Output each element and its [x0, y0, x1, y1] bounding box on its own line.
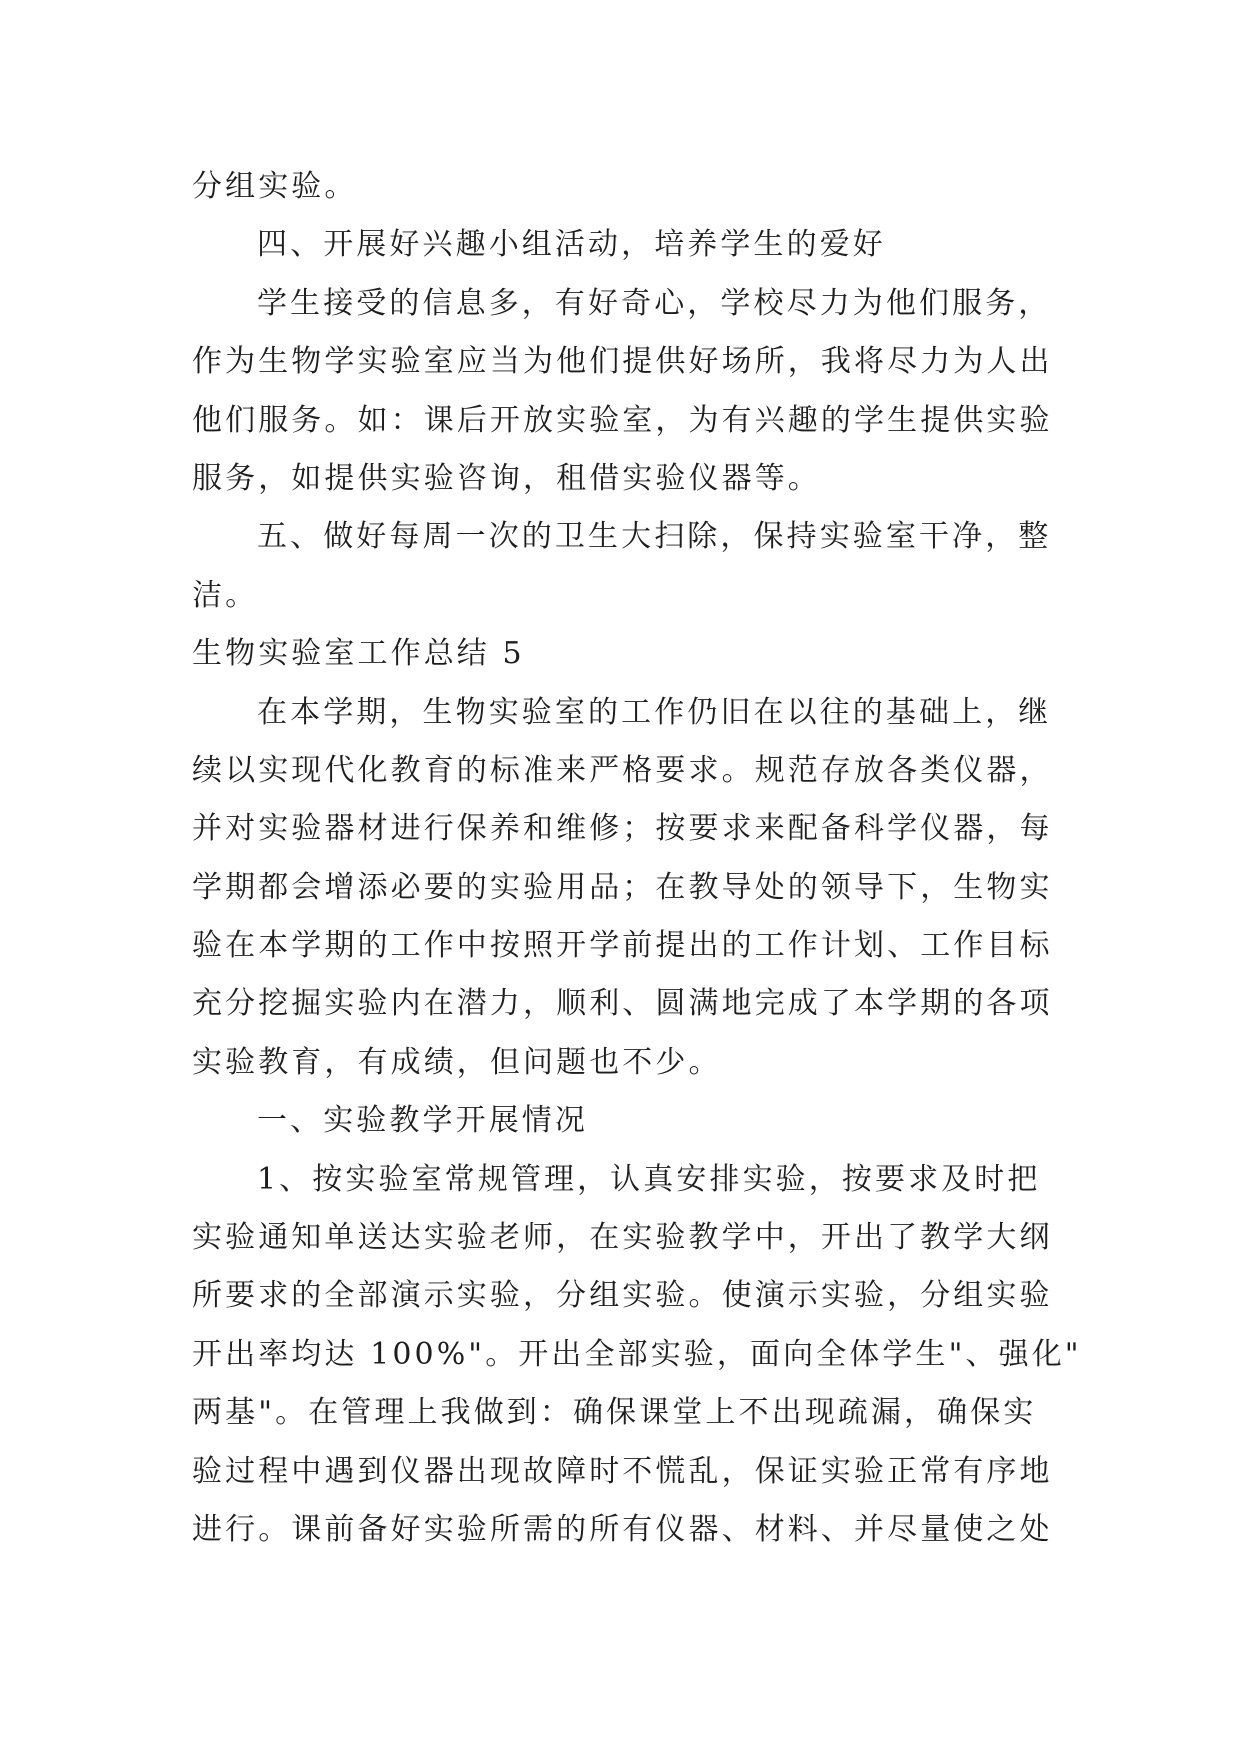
text-line: 进行。课前备好实验所需的所有仪器、材料、并尽量使之处: [192, 1511, 1053, 1547]
text-line: 所要求的全部演示实验，分组实验。使演示实验，分组实验: [192, 1278, 1053, 1314]
text-line: 并对实验器材进行保养和维修；按要求来配备科学仪器，每: [192, 811, 1053, 847]
text-line: 充分挖掘实验内在潜力，顺利、圆满地完成了本学期的各项: [192, 986, 1053, 1022]
section-heading: 四、开展好兴趣小组活动，培养学生的爱好: [257, 227, 886, 263]
text-line: 开出率均达 100%"。开出全部实验，面向全体学生"、强化": [192, 1336, 1082, 1372]
text-line: 实验通知单送达实验老师，在实验教学中，开出了教学大纲: [192, 1220, 1053, 1256]
paragraph-line: 1、按实验室常规管理，认真安排实验，按要求及时把: [257, 1161, 1041, 1197]
document-title: 生物实验室工作总结 5: [192, 636, 525, 672]
paragraph-line: 在本学期，生物实验室的工作仍旧在以往的基础上，继: [257, 694, 1052, 730]
section-heading: 一、实验教学开展情况: [257, 1103, 588, 1139]
text-line: 洁。: [192, 577, 259, 613]
text-line: 实验教育，有成绩，但问题也不少。: [192, 1044, 722, 1080]
document-body: [192, 158, 1082, 1559]
text-line: 续以实现代化教育的标准来严格要求。规范存放各类仪器，: [192, 752, 1053, 788]
text-line: 两基"。在管理上我做到：确保课堂上不出现疏漏，确保实: [192, 1395, 1037, 1431]
text-line: 分组实验。: [192, 169, 358, 204]
text-line: 服务，如提供实验咨询，租借实验仪器等。: [192, 460, 821, 496]
paragraph-line: 学生接受的信息多，有好奇心，学校尽力为他们服务，: [257, 285, 1052, 321]
text-line: 验过程中遇到仪器出现故障时不慌乱，保证实验正常有序地: [192, 1453, 1053, 1489]
text-line: 学期都会增添必要的实验用品；在教导处的领导下，生物实: [192, 869, 1053, 905]
text-line: 他们服务。如：课后开放实验室，为有兴趣的学生提供实验: [192, 402, 1053, 438]
text-line: 验在本学期的工作中按照开学前提出的工作计划、工作目标: [192, 928, 1053, 964]
text-line: 作为生物学实验室应当为他们提供好场所，我将尽力为人出: [192, 344, 1053, 380]
section-heading: 五、做好每周一次的卫生大扫除，保持实验室干净，整: [257, 519, 1052, 555]
